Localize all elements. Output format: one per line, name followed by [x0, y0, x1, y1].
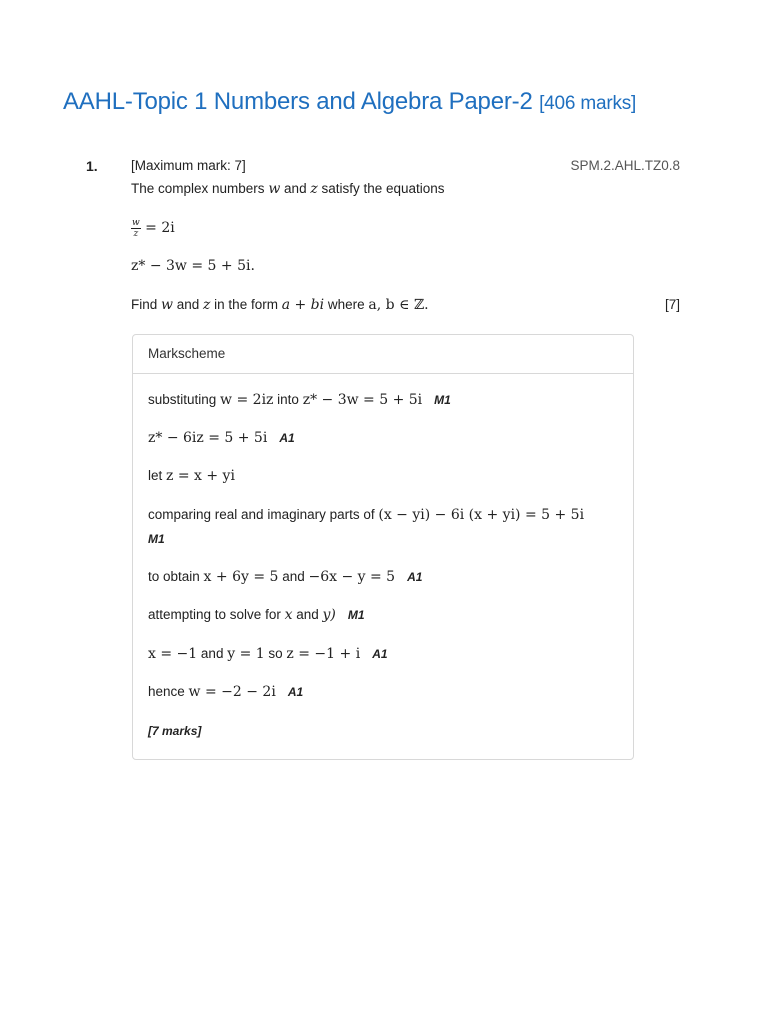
award-mark: A1	[279, 431, 295, 445]
title-main: AAHL-Topic 1 Numbers and Algebra Paper-2	[63, 88, 540, 115]
question-reference: SPM.2.AHL.TZ0.8	[570, 158, 680, 173]
question-max-mark: [Maximum mark: 7]	[131, 158, 246, 173]
question-marks: [7]	[664, 297, 680, 312]
fraction-w-over-z: $\frac{w}{z}$	[132, 218, 140, 239]
markscheme-line-5: to obtain x + 6y = 5 and −6x − y = 5 A1	[148, 569, 423, 585]
markscheme-panel	[132, 334, 634, 760]
award-mark: A1	[407, 570, 423, 584]
award-mark: M1	[148, 532, 165, 546]
question-number: 1.	[86, 158, 98, 174]
award-mark: M1	[434, 393, 451, 407]
question-find: Find w and z in the form a + bi where a, b ∈ ℤ.	[131, 297, 429, 313]
award-mark: A1	[372, 647, 388, 661]
markscheme-line-1: substituting w = 2iz into z* − 3w = 5 + 5i M1	[148, 392, 451, 408]
markscheme-line-8: hence w = −2 − 2i A1	[148, 684, 304, 700]
markscheme-line-4: comparing real and imaginary parts of (x − yi) − 6i (x + yi) = 5 + 5i	[148, 507, 585, 523]
equation-2: z* − 3w = 5 + 5i.	[131, 258, 255, 274]
markscheme-line-4-award	[148, 531, 165, 546]
award-mark: M1	[347, 608, 365, 622]
award-mark: A1	[287, 685, 304, 699]
markscheme-line-7: x = −1 and y = 1 so z = −1 + i A1	[148, 646, 388, 662]
page-title	[63, 88, 636, 116]
markscheme-line-6: attempting to solve for x and y) M1	[148, 607, 365, 623]
equation-1: $\frac{w}{z}$ = 2i	[132, 218, 175, 239]
markscheme-heading: Markscheme	[133, 335, 633, 374]
markscheme-line-2: z* − 6iz = 5 + 5i A1	[148, 430, 295, 446]
markscheme-total: [7 marks]	[148, 724, 202, 738]
markscheme-line-3: let z = x + yi	[148, 468, 235, 484]
question-intro: The complex numbers w and z satisfy the equations	[131, 181, 445, 197]
title-marks: [406 marks]	[539, 93, 637, 114]
